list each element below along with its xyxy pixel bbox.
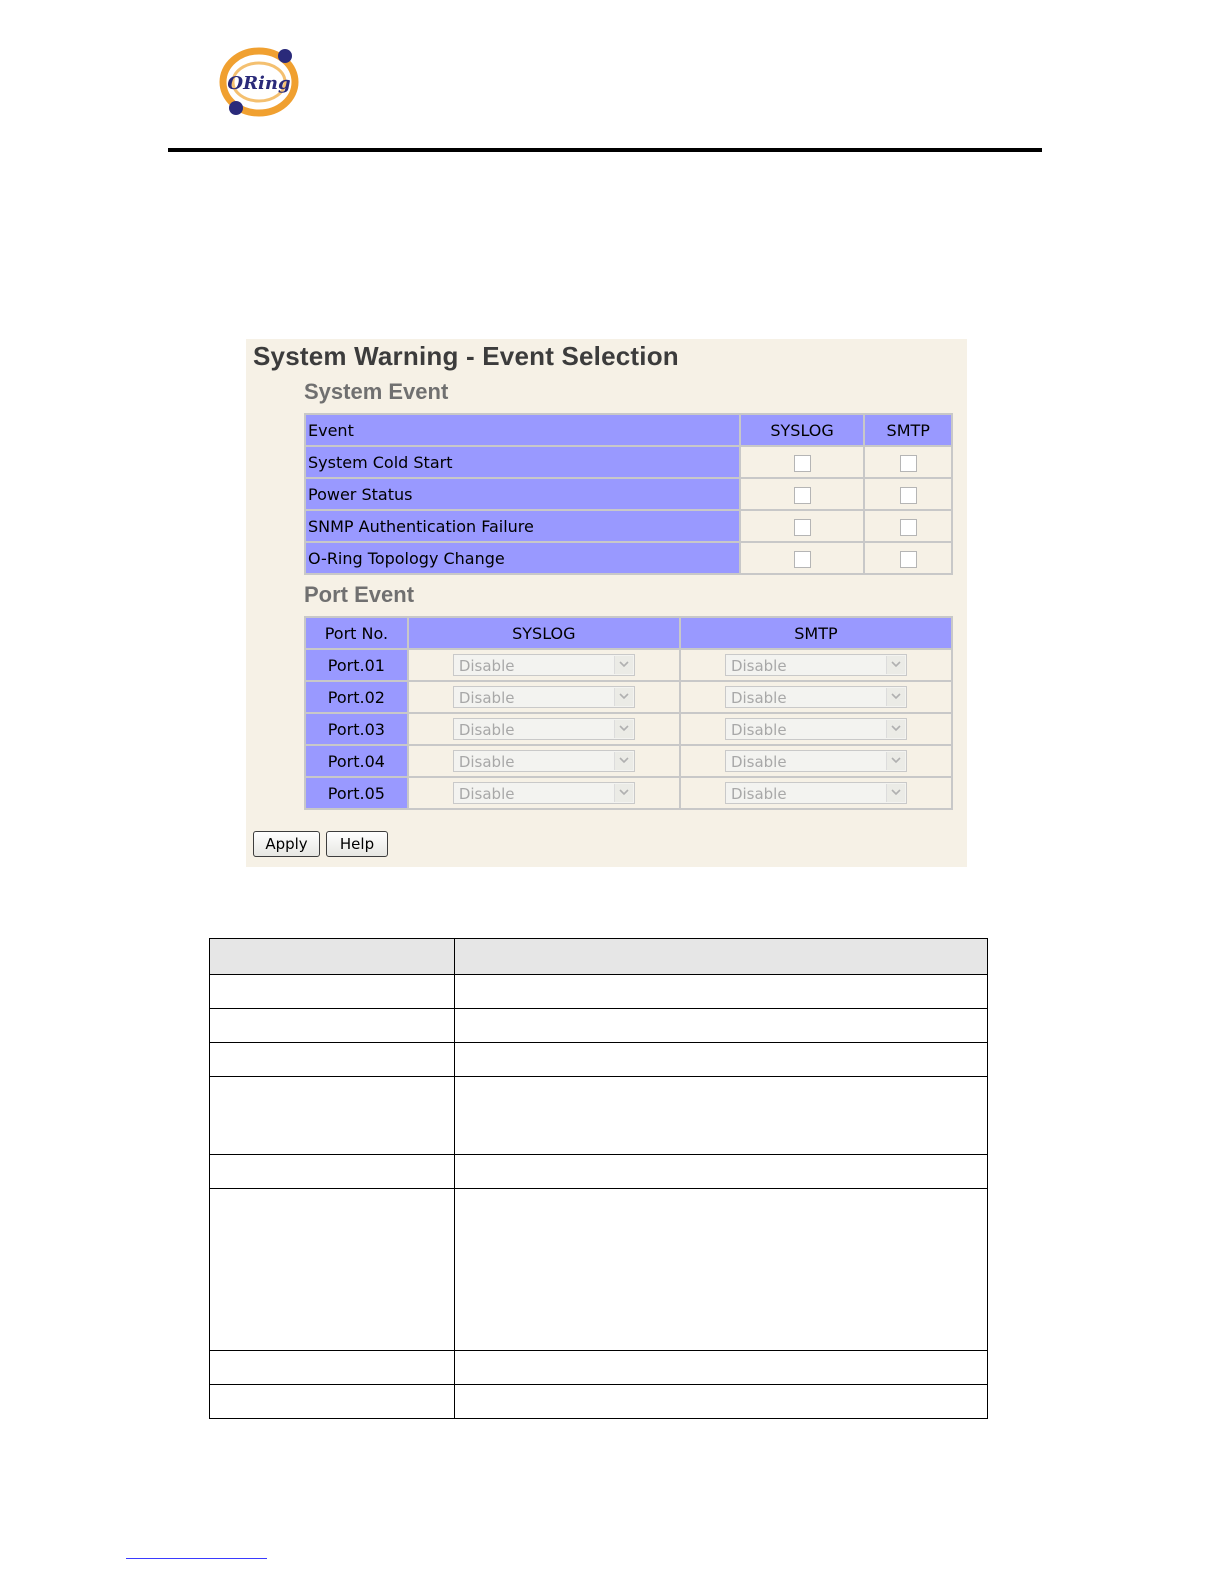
row-divider <box>210 1076 987 1077</box>
header-event: Event <box>306 415 739 445</box>
row-divider <box>210 974 987 975</box>
select-value: Disable <box>730 657 787 675</box>
port-label: Port.01 <box>306 650 407 680</box>
chevron-down-icon <box>614 656 633 674</box>
smtp-select[interactable] <box>725 686 907 708</box>
syslog-checkbox[interactable] <box>794 487 811 504</box>
smtp-checkbox[interactable] <box>900 519 917 536</box>
page-title: System Warning - Event Selection <box>253 341 679 371</box>
port-label: Port.05 <box>306 778 407 808</box>
footer-link-underline[interactable] <box>126 1558 267 1559</box>
select-value: Disable <box>730 689 787 707</box>
header-port-no: Port No. <box>306 618 407 648</box>
select-value: Disable <box>730 785 787 803</box>
column-divider <box>454 939 455 1418</box>
chevron-down-icon <box>886 720 905 738</box>
event-label: System Cold Start <box>306 447 739 477</box>
syslog-checkbox[interactable] <box>794 519 811 536</box>
table-row <box>306 714 951 744</box>
row-divider <box>210 1154 987 1155</box>
event-label: SNMP Authentication Failure <box>306 511 739 541</box>
chevron-down-icon <box>886 656 905 674</box>
table-row <box>306 650 951 680</box>
syslog-select[interactable] <box>453 782 635 804</box>
smtp-checkbox[interactable] <box>900 487 917 504</box>
header-rule <box>168 148 1042 152</box>
event-label: Power Status <box>306 479 739 509</box>
event-selection-panel <box>246 339 967 867</box>
syslog-select[interactable] <box>453 750 635 772</box>
help-button[interactable]: Help <box>326 831 388 857</box>
description-table-header <box>210 939 987 974</box>
syslog-checkbox[interactable] <box>794 455 811 472</box>
smtp-select[interactable] <box>725 750 907 772</box>
syslog-checkbox[interactable] <box>794 551 811 568</box>
row-divider <box>210 1350 987 1351</box>
syslog-select[interactable] <box>453 686 635 708</box>
chevron-down-icon <box>614 720 633 738</box>
table-row <box>306 682 951 712</box>
syslog-select[interactable] <box>453 718 635 740</box>
select-value: Disable <box>458 785 515 803</box>
system-event-table <box>304 413 953 575</box>
table-row <box>306 746 951 776</box>
oring-logo-icon <box>215 44 305 122</box>
table-row <box>306 543 951 573</box>
header-smtp: SMTP <box>681 618 951 648</box>
header-syslog: SYSLOG <box>409 618 679 648</box>
oring-logo <box>215 44 305 122</box>
select-value: Disable <box>458 721 515 739</box>
description-table <box>209 938 988 1419</box>
chevron-down-icon <box>886 784 905 802</box>
port-label: Port.04 <box>306 746 407 776</box>
table-row <box>306 511 951 541</box>
select-value: Disable <box>730 753 787 771</box>
select-value: Disable <box>458 689 515 707</box>
table-header-row <box>306 415 951 445</box>
select-value: Disable <box>458 753 515 771</box>
row-divider <box>210 1384 987 1385</box>
smtp-checkbox[interactable] <box>900 551 917 568</box>
row-divider <box>210 1042 987 1043</box>
table-header-row <box>306 618 951 648</box>
port-event-title: Port Event <box>304 582 415 607</box>
select-value: Disable <box>730 721 787 739</box>
apply-button[interactable]: Apply <box>253 831 320 857</box>
row-divider <box>210 1008 987 1009</box>
table-row <box>306 447 951 477</box>
chevron-down-icon <box>614 752 633 770</box>
port-label: Port.02 <box>306 682 407 712</box>
chevron-down-icon <box>886 752 905 770</box>
syslog-select[interactable] <box>453 654 635 676</box>
chevron-down-icon <box>614 688 633 706</box>
system-event-title: System Event <box>304 379 449 404</box>
table-row <box>306 479 951 509</box>
smtp-select[interactable] <box>725 718 907 740</box>
event-label: O-Ring Topology Change <box>306 543 739 573</box>
port-label: Port.03 <box>306 714 407 744</box>
header-smtp: SMTP <box>865 415 951 445</box>
smtp-select[interactable] <box>725 654 907 676</box>
row-divider <box>210 1188 987 1189</box>
chevron-down-icon <box>886 688 905 706</box>
header-syslog: SYSLOG <box>741 415 864 445</box>
chevron-down-icon <box>614 784 633 802</box>
select-value: Disable <box>458 657 515 675</box>
port-event-table <box>304 616 953 810</box>
smtp-select[interactable] <box>725 782 907 804</box>
smtp-checkbox[interactable] <box>900 455 917 472</box>
logo-wordmark: ORing <box>227 73 291 94</box>
table-row <box>306 778 951 808</box>
